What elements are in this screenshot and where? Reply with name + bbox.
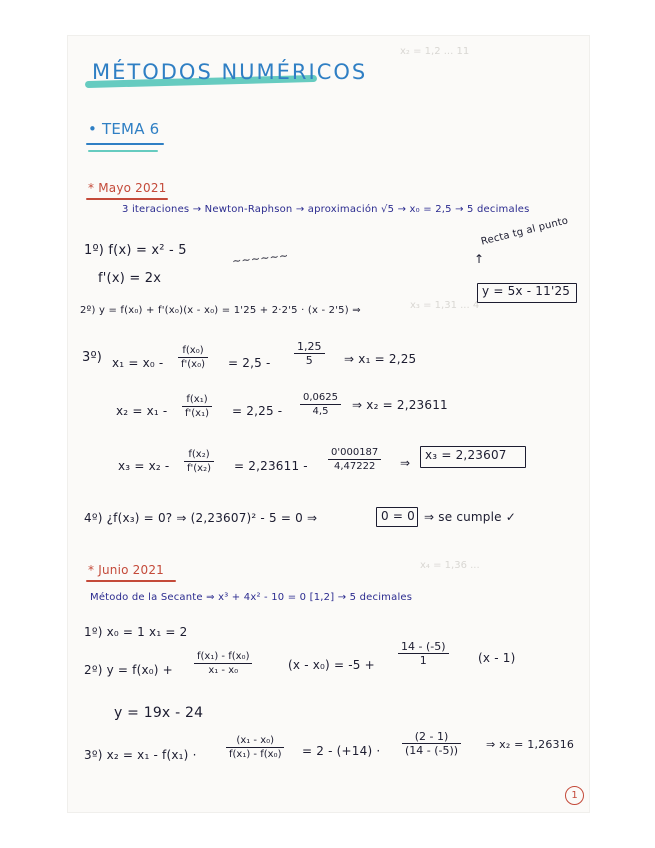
tangent-result: y = 5x - 11'25 — [482, 284, 571, 298]
notebook-page — [68, 36, 589, 812]
x1-lhs: x₁ = x₀ - — [112, 356, 164, 370]
x2-formula-fraction — [182, 393, 212, 420]
mayo-step1-function: 1º) f(x) = x² - 5 — [84, 243, 187, 258]
arrow-up-icon: ↑ — [474, 252, 485, 266]
mayo-step3-label: 3º) — [82, 350, 103, 365]
junio-step2-mid: (x - x₀) = -5 + — [288, 658, 375, 672]
page-number-badge — [565, 786, 584, 805]
x1-mid: = 2,5 - — [228, 356, 271, 370]
fraction-denominator: (14 - (-5)) — [405, 744, 459, 758]
section-junio-underline — [86, 580, 176, 582]
topic-heading: • TEMA 6 — [88, 120, 160, 138]
junio-step1: 1º) x₀ = 1 x₁ = 2 — [84, 625, 188, 639]
bleed-through-text: x₃ = 1,31 ... 4 — [410, 300, 480, 311]
fraction-numerator: 14 - (-5) — [401, 640, 446, 653]
section-mayo-underline — [86, 198, 168, 200]
x2-result: ⇒ x₂ = 2,23611 — [352, 398, 448, 412]
x2-secant-fraction — [226, 734, 284, 761]
section-junio-heading: * Junio 2021 — [88, 563, 164, 577]
fraction-numerator: (x₁ - x₀) — [236, 735, 275, 746]
x2-value-fraction — [300, 391, 341, 418]
mayo-step4: 4º) ¿f(x₃) = 0? ⇒ (2,23607)² - 5 = 0 ⇒ — [84, 511, 318, 525]
fraction-numerator: f(x₂) — [188, 449, 210, 460]
bleed-through-text: x₄ = 1,36 ... — [420, 560, 480, 571]
fraction-numerator: f(x₀) — [182, 345, 204, 356]
x1-value-fraction — [294, 340, 325, 367]
mayo-step2: 2º) y = f(x₀) + f'(x₀)(x - x₀) = 1'25 + 2·2'5 · (x - 2'5) ⇒ — [80, 305, 361, 316]
mayo-step1-derivative: f'(x) = 2x — [98, 271, 162, 286]
x3-lhs: x₃ = x₂ - — [118, 459, 170, 473]
fraction-denominator: 5 — [305, 354, 313, 368]
x1-formula-fraction — [178, 344, 208, 371]
x2-secant-value-fraction — [402, 730, 461, 757]
junio-step3-mid: = 2 - (+14) · — [302, 744, 381, 758]
fraction-denominator: f'(x₀) — [181, 359, 205, 371]
x3-mid: = 2,23611 - — [234, 459, 308, 473]
fraction-denominator: f'(x₂) — [187, 463, 211, 475]
fraction-numerator: f(x₁) — [186, 394, 208, 405]
junio-step2-lhs: 2º) y = f(x₀) + — [84, 663, 173, 677]
fraction-numerator: 0'000187 — [331, 447, 379, 458]
x1-result: ⇒ x₁ = 2,25 — [344, 352, 417, 366]
fraction-numerator: 1,25 — [297, 340, 322, 353]
check-result: 0 = 0 — [381, 509, 415, 523]
x3-result: x₃ = 2,23607 — [425, 448, 507, 462]
tangent-note: Recta tg al punto — [479, 215, 570, 248]
mayo-statement: 3 iteraciones → Newton-Raphson → aproximación √5 → x₀ = 2,5 → 5 decimales — [122, 204, 530, 215]
x2-mid: = 2,25 - — [232, 404, 283, 418]
fraction-denominator: 4,5 — [312, 406, 329, 418]
topic-underline-2 — [88, 150, 158, 152]
fraction-denominator: 4,47222 — [333, 461, 376, 473]
bleed-through-text: x₂ = 1,2 ... 11 — [400, 46, 470, 57]
secant-formula-fraction — [194, 650, 252, 677]
junio-statement: Método de la Secante ⇒ x³ + 4x² - 10 = 0 [1,2] → 5 decimales — [90, 592, 413, 603]
secant-value-fraction — [398, 640, 449, 667]
fraction-denominator: x₁ - x₀ — [208, 665, 239, 677]
x2-secant-result: ⇒ x₂ = 1,26316 — [486, 738, 575, 751]
scribble: ~~~~~~ — [231, 249, 290, 268]
x3-value-fraction — [328, 446, 381, 473]
page-title: MÉTODOS NUMÉRICOS — [92, 60, 368, 84]
topic-underline — [86, 143, 164, 145]
check-conclusion: ⇒ se cumple ✓ — [424, 510, 517, 524]
junio-step3-lhs: 3º) x₂ = x₁ - f(x₁) · — [84, 748, 197, 762]
fraction-denominator: f(x₁) - f(x₀) — [229, 749, 282, 761]
section-mayo-heading: * Mayo 2021 — [88, 181, 167, 195]
junio-step2-end: (x - 1) — [478, 651, 516, 665]
fraction-numerator: 0,0625 — [303, 392, 338, 403]
x2-lhs: x₂ = x₁ - — [116, 404, 168, 418]
x3-formula-fraction — [184, 448, 214, 475]
fraction-denominator: 1 — [419, 654, 427, 668]
secant-line-result: y = 19x - 24 — [114, 705, 204, 721]
fraction-numerator: (2 - 1) — [414, 730, 449, 743]
page-number: 1 — [571, 790, 578, 801]
x3-arrow: ⇒ — [400, 456, 411, 470]
fraction-denominator: f'(x₁) — [185, 408, 209, 420]
fraction-numerator: f(x₁) - f(x₀) — [197, 651, 250, 662]
